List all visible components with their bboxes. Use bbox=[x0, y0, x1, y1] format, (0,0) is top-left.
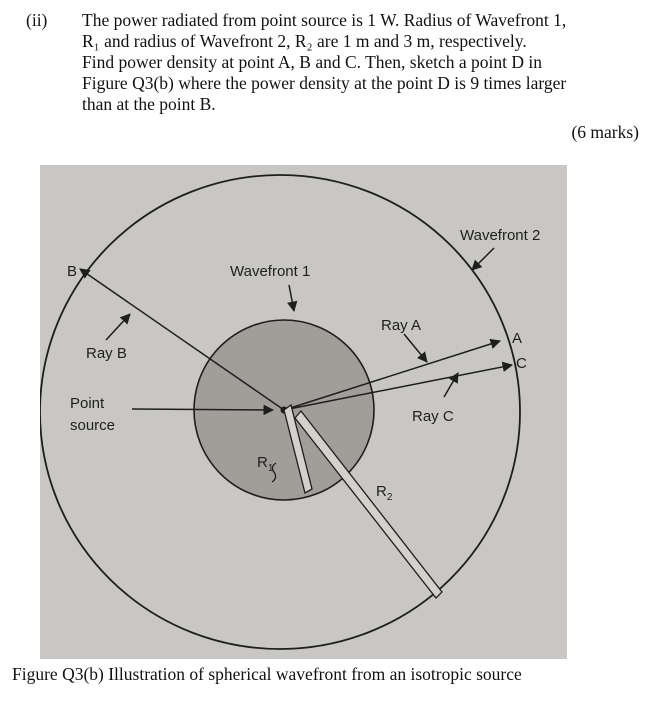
figure-caption: Figure Q3(b) Illustration of spherical wavefront from an isotropic source bbox=[12, 664, 522, 684]
point-b-label: B bbox=[67, 263, 78, 280]
wavefront-1-label: Wavefront 1 bbox=[230, 263, 311, 280]
wavefront-2-label: Wavefront 2 bbox=[460, 227, 541, 244]
point-c-label: C bbox=[516, 355, 527, 372]
point-a-label: A bbox=[512, 330, 523, 347]
r2-subscript: 2 bbox=[386, 492, 393, 503]
question-line: The power radiated from point source is 1 W. Radius of Wavefront 1, bbox=[82, 10, 567, 30]
r1-subscript: 1 bbox=[267, 463, 274, 474]
figure-photo bbox=[40, 165, 567, 659]
question-text bbox=[82, 10, 642, 115]
question-number: (ii) bbox=[26, 10, 48, 30]
point-source-label-line2: source bbox=[70, 417, 116, 434]
ray-c-label: Ray C bbox=[412, 408, 454, 425]
question-line: Figure Q3(b) where the power density at the point D is 9 times larger bbox=[82, 73, 567, 93]
question-line: Find power density at point A, B and C. Then, sketch a point D in bbox=[82, 52, 542, 72]
r2-letter: R bbox=[376, 483, 387, 500]
marks-label: (6 marks) bbox=[571, 122, 639, 142]
ray-b-label: Ray B bbox=[86, 345, 127, 362]
question-line: R₁ and radius of Wavefront 2, R₂ are 1 m and 3 m, respectively. bbox=[82, 31, 527, 51]
point-source-label-line1: Point bbox=[70, 395, 105, 412]
point-source-pointer bbox=[132, 409, 273, 410]
r1-letter: R bbox=[257, 454, 268, 471]
question-line: than at the point B. bbox=[82, 94, 216, 114]
ray-a-label: Ray A bbox=[381, 317, 422, 334]
